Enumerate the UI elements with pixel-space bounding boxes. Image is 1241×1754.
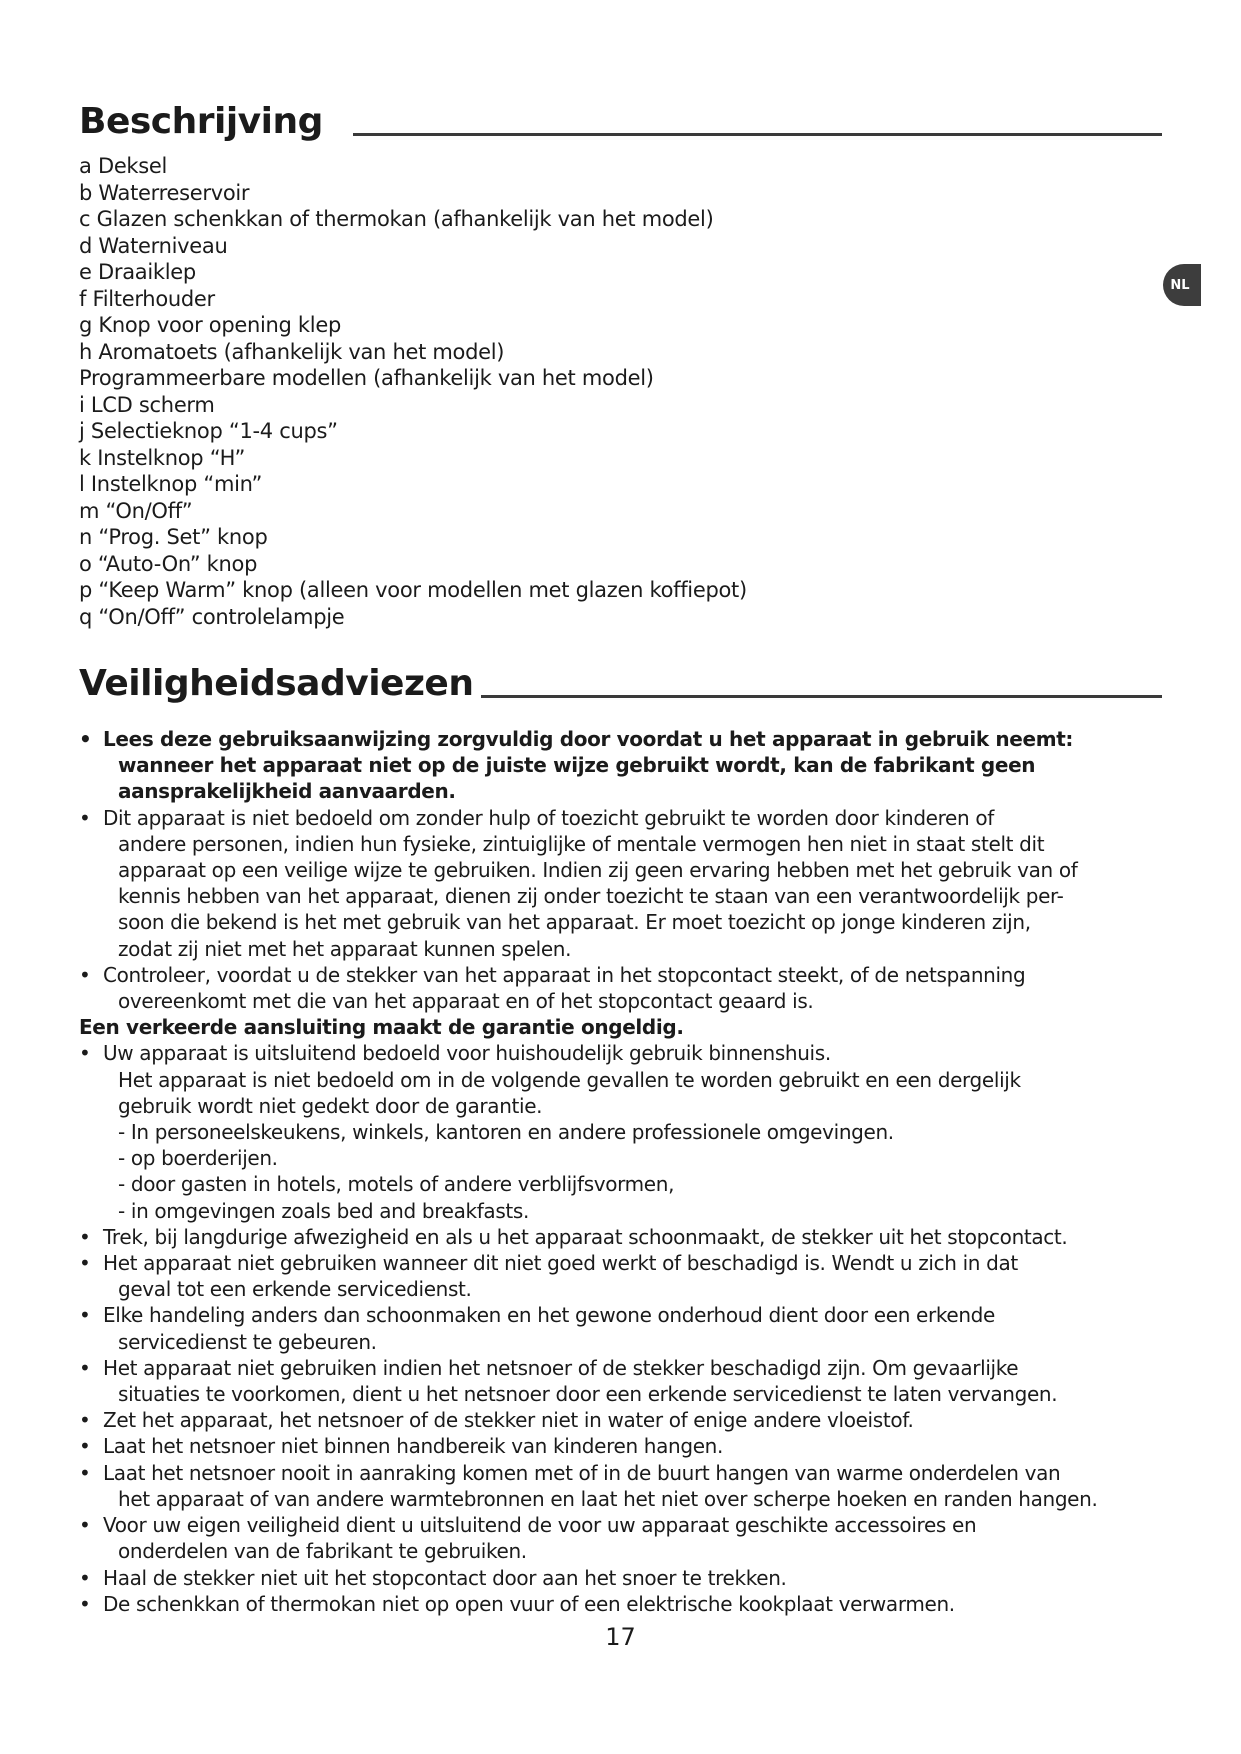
parts-list-item: l Instelknop “min” [79, 472, 263, 496]
bullet-line: andere personen, indien hun fysieke, zintuiglijke of mentale vermogen hen niet in staat stelt dit [118, 831, 1045, 856]
safety-bullet [79, 1302, 1179, 1354]
heading-rule [481, 695, 1162, 698]
bullet-line: • Het apparaat niet gebruiken wanneer dit niet goed werkt of beschadigd is. Wendt u zich in dat [103, 1251, 1018, 1276]
bullet-line: kennis hebben van het apparaat, dienen zij onder toezicht te staan van een verantwoordelijk per- [118, 884, 1064, 909]
description-heading: Beschrijving [79, 101, 323, 142]
safety-bullet [79, 1407, 1179, 1433]
bullet-line: • Haal de stekker niet uit het stopcontact door aan het snoer te trekken. [103, 1565, 787, 1590]
parts-list-item: p “Keep Warm” knop (alleen voor modellen met glazen koffiepot) [79, 578, 747, 602]
bullet-line: • De schenkkan of thermokan niet op open vuur of een elektrische kookplaat verwarmen. [103, 1591, 955, 1616]
parts-list-item: o “Auto-On” knop [79, 551, 258, 576]
bullet-line: • Voor uw eigen veiligheid dient u uitsluitend de voor uw apparaat geschikte accessoires en [103, 1513, 977, 1538]
bullet-line: Het apparaat is niet bedoeld om in de volgende gevallen te worden gebruikt en een dergelijk [118, 1067, 1021, 1092]
parts-list-item: e Draaiklep [79, 260, 196, 284]
parts-list-item: c Glazen schenkkan of thermokan (afhankelijk van het model) [79, 207, 714, 231]
bullet-line: gebruik wordt niet gedekt door de garantie. [118, 1093, 543, 1118]
safety-bullet [79, 1512, 1179, 1564]
safety-heading-row [79, 664, 1162, 704]
bullet-line: • Het apparaat niet gebruiken indien het netsnoer of de stekker beschadigd zijn. Om gevaarlijke [103, 1355, 1019, 1380]
parts-list-item: Programmeerbare modellen (afhankelijk van het model) [79, 366, 654, 390]
bullet-line: • Dit apparaat is niet bedoeld om zonder hulp of toezicht gebruikt te worden door kinderen of [103, 805, 994, 830]
parts-list-item: b Waterreservoir [79, 180, 250, 205]
safety-heading: Veiligheidsadviezen [79, 663, 474, 704]
bullet-line: situaties te voorkomen, dient u het netsnoer door een erkende servicedienst te laten vervangen. [118, 1382, 1058, 1407]
parts-list-item: g Knop voor opening klep [79, 313, 341, 337]
parts-list-item: m “On/Off” [79, 498, 193, 523]
safety-bullet [79, 962, 1179, 1014]
bullet-line: geval tot een erkende servicedienst. [118, 1277, 472, 1302]
bullet-line: • Uw apparaat is uitsluitend bedoeld voor huishoudelijk gebruik binnenshuis. [103, 1041, 831, 1066]
bullet-line: - In personeelskeukens, winkels, kantoren en andere professionele omgevingen. [118, 1120, 894, 1145]
parts-list-item: q “On/Off” controlelampje [79, 604, 345, 629]
bullet-line: servicedienst te gebeuren. [118, 1329, 377, 1354]
bullet-line: aansprakelijkheid aanvaarden. [118, 779, 456, 804]
parts-list-item: h Aromatoets (afhankelijk van het model) [79, 339, 505, 364]
bullet-line: wanneer het apparaat niet op de juiste wijze gebruikt wordt, kan de fabrikant geen [118, 753, 1036, 778]
bullet-line: • Laat het netsnoer nooit in aanraking komen met of in de buurt hangen van warme onderdelen van [103, 1460, 1061, 1485]
bullet-line: • Elke handeling anders dan schoonmaken en het gewone onderhoud dient door een erkende [103, 1303, 995, 1328]
heading-rule [353, 133, 1162, 136]
safety-bullet [79, 1355, 1179, 1407]
warranty-warning: Een verkeerde aansluiting maakt de garantie ongeldig. [79, 1015, 684, 1040]
safety-bullet [79, 1250, 1179, 1302]
bullet-line: onderdelen van de fabrikant te gebruiken. [118, 1539, 527, 1564]
safety-bullet [79, 1224, 1179, 1250]
safety-bullet [79, 1433, 1179, 1459]
parts-list-item: k Instelknop “H” [79, 445, 246, 470]
bullet-line: zodat zij niet met het apparaat kunnen spelen. [118, 936, 572, 961]
bullet-line: - door gasten in hotels, motels of andere verblijfsvormen, [118, 1172, 675, 1197]
safety-bullet [79, 805, 1179, 962]
safety-bullet [79, 1040, 1179, 1223]
safety-bullet [79, 1591, 1179, 1617]
bullet-line: overeenkomt met die van het apparaat en of het stopcontact geaard is. [118, 989, 814, 1014]
bullet-line: • Lees deze gebruiksaanwijzing zorgvuldig door voordat u het apparaat in gebruik neemt: [103, 727, 1074, 751]
bullet-line: • Laat het netsnoer niet binnen handbereik van kinderen hangen. [103, 1434, 723, 1459]
parts-list-item: i LCD scherm [79, 392, 215, 417]
bullet-line: - op boerderijen. [118, 1146, 278, 1171]
bullet-line: • Controleer, voordat u de stekker van het apparaat in het stopcontact steekt, of de netspanning [103, 962, 1026, 987]
parts-list-item: n “Prog. Set” knop [79, 525, 268, 549]
bullet-line: het apparaat of van andere warmtebronnen en laat het niet over scherpe hoeken en randen hangen. [118, 1486, 1098, 1511]
parts-list-item: j Selectieknop “1-4 cups” [79, 419, 338, 443]
bullet-line: apparaat op een veilige wijze te gebruiken. Indien zij geen ervaring hebben met het gebruik van of [118, 858, 1078, 883]
bullet-line: • Zet het apparaat, het netsnoer of de stekker niet in water of enige andere vloeistof. [103, 1408, 914, 1433]
bullet-line: soon die bekend is het met gebruik van het apparaat. Er moet toezicht op jonge kinderen zijn, [118, 910, 1031, 935]
parts-list-item: d Waterniveau [79, 233, 228, 258]
safety-bullet [79, 726, 1179, 805]
safety-advice-list [79, 726, 1179, 1617]
page-number: 17 [605, 1623, 636, 1651]
safety-bullet [79, 1460, 1179, 1512]
parts-list-item: a Deksel [79, 154, 168, 178]
description-heading-row [79, 102, 1162, 142]
parts-list [79, 153, 747, 630]
bullet-line: • Trek, bij langdurige afwezigheid en als u het apparaat schoonmaakt, de stekker uit het stopcontact. [103, 1224, 1068, 1249]
language-tab: NL [1163, 264, 1201, 306]
bullet-line: - in omgevingen zoals bed and breakfasts. [118, 1198, 529, 1223]
parts-list-item: f Filterhouder [79, 286, 215, 311]
safety-bullet [79, 1565, 1179, 1591]
